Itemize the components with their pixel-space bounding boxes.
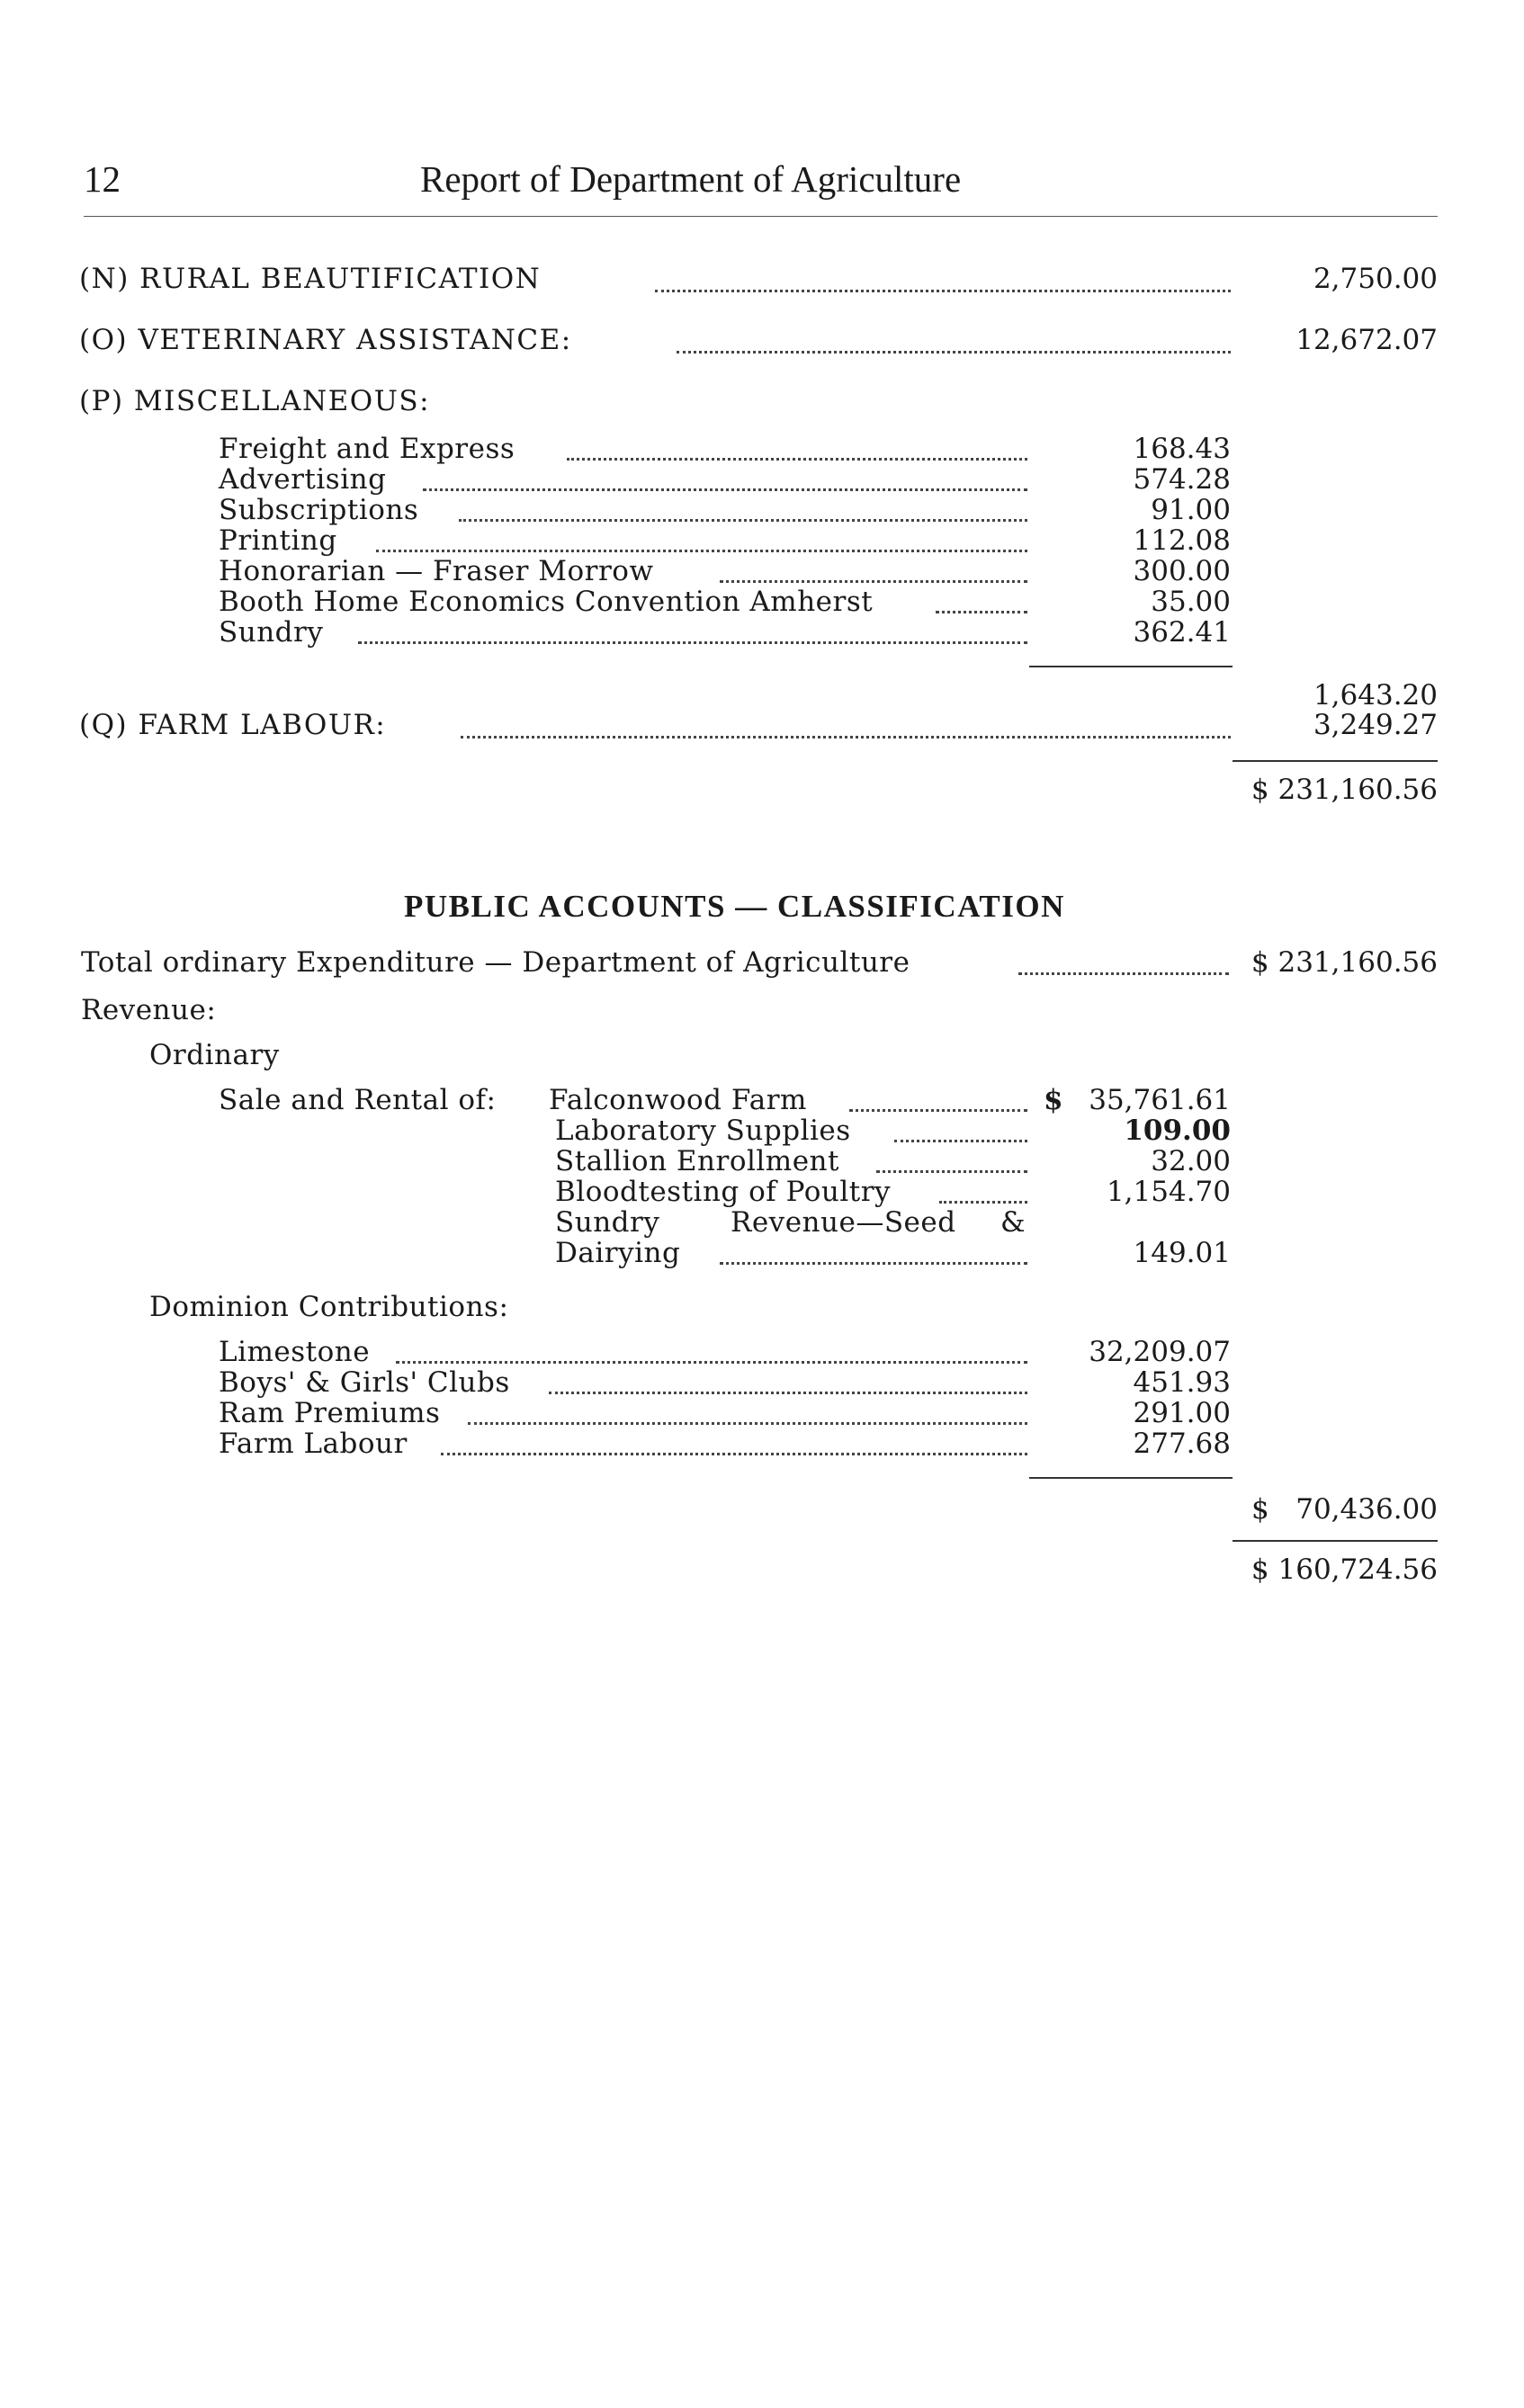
dominion-item-amount: 277.68 <box>1133 1428 1231 1460</box>
net-total-rule <box>1233 1540 1438 1542</box>
leader-dots <box>461 736 1231 739</box>
dominion-item-label: Ram Premiums <box>219 1397 441 1429</box>
revenue-label: Revenue: <box>81 994 217 1026</box>
misc-subtotal: 1,643.20 <box>1313 679 1438 712</box>
total-rule <box>1233 760 1438 762</box>
leader-dots <box>468 1422 1027 1425</box>
leader-dots <box>459 519 1027 522</box>
misc-item-amount: 362.41 <box>1133 616 1231 649</box>
leader-dots <box>894 1140 1027 1142</box>
revenue-total: $ 70,436.00 <box>1251 1493 1438 1526</box>
sale-item-label: & <box>1000 1206 1026 1239</box>
sale-item-amount: 109.00 <box>1124 1114 1231 1147</box>
misc-item-label: Printing <box>219 524 337 557</box>
dominion-item-amount: 451.93 <box>1133 1366 1231 1399</box>
leader-dots <box>441 1453 1027 1455</box>
total-ordinary-label: Total ordinary Expenditure — Department of Agriculture <box>81 946 910 979</box>
sale-item-label: Falconwood Farm <box>549 1084 807 1116</box>
dominion-label: Dominion Contributions: <box>149 1291 509 1323</box>
leader-dots <box>1018 972 1229 975</box>
misc-item-amount: 112.08 <box>1133 524 1231 557</box>
dollar-sign: $ <box>1044 1084 1064 1116</box>
leader-dots <box>936 611 1027 613</box>
expenditure-total: $ 231,160.56 <box>1251 774 1438 806</box>
net-total: $ 160,724.56 <box>1251 1553 1438 1586</box>
leader-dots <box>396 1361 1027 1364</box>
leader-dots <box>677 351 1231 354</box>
sale-item-label: Laboratory Supplies <box>555 1114 851 1147</box>
dominion-item-amount: 291.00 <box>1133 1397 1231 1429</box>
dominion-item-amount: 32,209.07 <box>1089 1336 1231 1368</box>
leader-dots <box>655 290 1231 292</box>
item-q-amount: 3,249.27 <box>1313 709 1438 741</box>
dominion-item-label: Farm Labour <box>219 1428 408 1460</box>
sale-rental-label: Sale and Rental of: <box>219 1084 497 1116</box>
subtotal-rule <box>1029 666 1233 667</box>
misc-item-label: Subscriptions <box>219 494 419 526</box>
header-rule <box>84 216 1438 217</box>
dominion-item-label: Limestone <box>219 1336 371 1368</box>
misc-item-label: Booth Home Economics Convention Amherst <box>219 586 874 618</box>
revenue-subtotal-rule <box>1029 1477 1233 1479</box>
misc-item-label: Freight and Express <box>219 433 515 465</box>
leader-dots <box>549 1392 1027 1394</box>
total-ordinary-amount: $ 231,160.56 <box>1251 946 1438 979</box>
misc-item-label: Honorarian — Fraser Morrow <box>219 555 654 587</box>
item-q-label: (Q) FARM LABOUR: <box>79 709 387 741</box>
leader-dots <box>876 1170 1027 1173</box>
dominion-item-label: Boys' & Girls' Clubs <box>219 1366 510 1399</box>
ordinary-label: Ordinary <box>149 1039 280 1071</box>
sale-item-label: Bloodtesting of Poultry <box>555 1176 892 1208</box>
leader-dots <box>939 1201 1027 1204</box>
leader-dots <box>567 458 1027 461</box>
misc-item-label: Sundry <box>219 616 324 649</box>
sale-item-label: Sundry <box>555 1206 660 1239</box>
leader-dots <box>423 488 1027 491</box>
sale-item-amount: 1,154.70 <box>1106 1176 1231 1208</box>
misc-item-amount: 91.00 <box>1151 494 1231 526</box>
item-n-label: (N) RURAL BEAUTIFICATION <box>79 263 542 295</box>
page-number: 12 <box>84 158 121 200</box>
misc-item-amount: 574.28 <box>1133 463 1231 496</box>
sale-item-amount: 35,761.61 <box>1089 1084 1231 1116</box>
sale-item-amount: 32.00 <box>1151 1145 1231 1177</box>
leader-dots <box>358 641 1027 644</box>
sale-item-label: Dairying <box>555 1237 681 1269</box>
item-p-label: (P) MISCELLANEOUS: <box>79 385 431 417</box>
misc-item-amount: 168.43 <box>1133 433 1231 465</box>
page-title: Report of Department of Agriculture <box>420 158 962 200</box>
item-n-amount: 2,750.00 <box>1313 263 1438 295</box>
leader-dots <box>720 1262 1027 1265</box>
leader-dots <box>849 1109 1027 1112</box>
item-o-label: (O) VETERINARY ASSISTANCE: <box>79 324 572 356</box>
section-heading: PUBLIC ACCOUNTS — CLASSIFICATION <box>404 889 1065 924</box>
misc-item-amount: 35.00 <box>1151 586 1231 618</box>
misc-item-label: Advertising <box>219 463 387 496</box>
sale-item-label: Stallion Enrollment <box>555 1145 839 1177</box>
leader-dots <box>376 550 1027 552</box>
misc-item-amount: 300.00 <box>1133 555 1231 587</box>
leader-dots <box>720 580 1027 583</box>
sale-item-label: Revenue—Seed <box>731 1206 956 1239</box>
item-o-amount: 12,672.07 <box>1295 324 1438 356</box>
sale-item-amount: 149.01 <box>1133 1237 1231 1269</box>
